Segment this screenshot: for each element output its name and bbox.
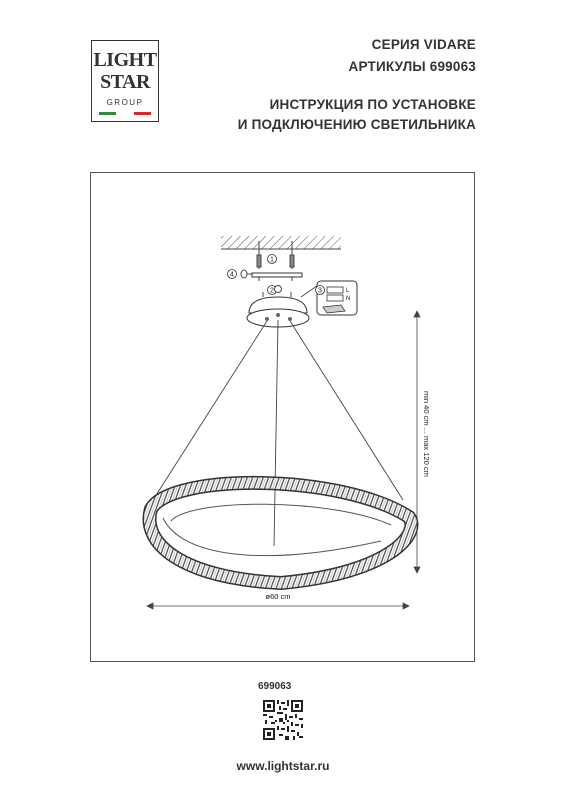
svg-text:3: 3 [318, 287, 322, 295]
logo-word-light: LIGHT [93, 49, 157, 71]
ceiling-hatch [221, 236, 341, 249]
italian-flag-stripe [99, 112, 151, 115]
footer-article-code: 699063 [258, 681, 292, 692]
installation-drawing [91, 173, 476, 663]
logo-word-group: GROUP [106, 98, 144, 107]
height-label: min 40 cm ... max 120 cm [422, 391, 431, 477]
lightstar-logo [91, 40, 159, 122]
crystal-ring-shade [150, 483, 412, 583]
step-marker-4 [228, 270, 237, 279]
series-title: СЕРИЯ VIDARE [371, 37, 476, 52]
svg-text:2: 2 [270, 287, 274, 295]
instruction-title-line1: ИНСТРУКЦИЯ ПО УСТАНОВКЕ [269, 97, 476, 112]
mounting-bar [252, 273, 302, 277]
svg-text:N: N [346, 296, 351, 302]
diameter-dimension [147, 603, 409, 609]
svg-text:4: 4 [230, 271, 234, 279]
diameter-label: ø60 cm [265, 592, 291, 601]
installation-drawing-frame [90, 172, 475, 662]
step-marker-1 [268, 255, 277, 264]
terminal-block-detail [301, 281, 357, 315]
logo-word-star: STAR [100, 71, 150, 93]
instruction-title-line2: И ПОДКЛЮЧЕНИЮ СВЕТИЛЬНИКА [237, 117, 476, 132]
article-number: АРТИКУЛЫ 699063 [348, 59, 476, 74]
svg-text:1: 1 [270, 256, 274, 264]
qr-code [263, 700, 303, 740]
suspension-cables [153, 320, 403, 546]
svg-text:L: L [346, 288, 350, 294]
website-url[interactable]: www.lightstar.ru [236, 759, 330, 773]
